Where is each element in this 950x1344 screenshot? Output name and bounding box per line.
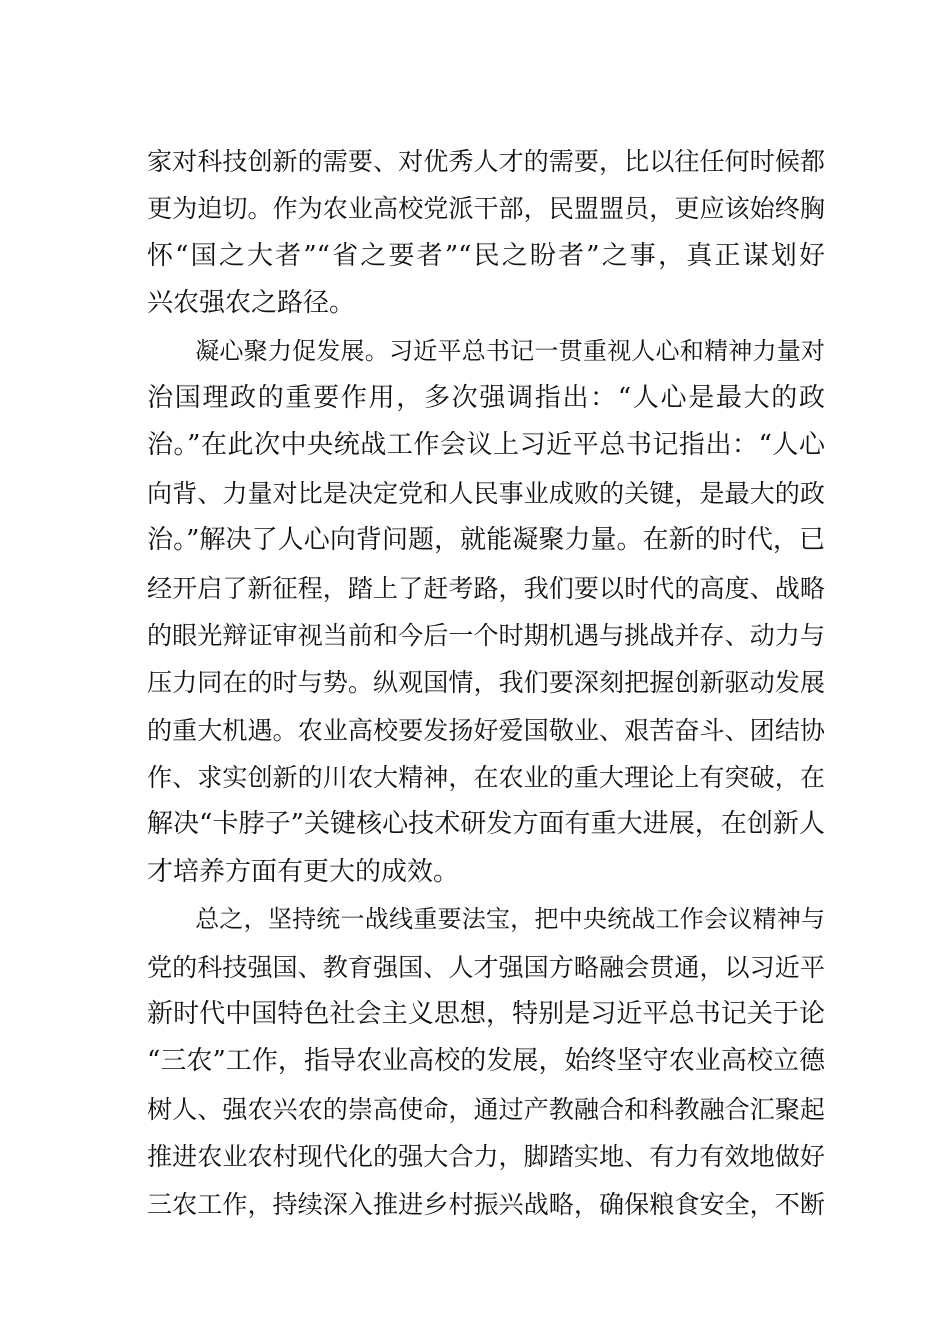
text-line: 压力同在的时与势。纵观国情，我们要深刻把握创新驱动发展 xyxy=(147,668,825,698)
text-line: 怀“国之大者”“省之要者”“民之盼者”之事，真正谋划好 xyxy=(147,240,825,271)
text-line: 经开启了新征程，踏上了赶考路，我们要以时代的高度、战略 xyxy=(147,573,825,603)
text-line: 的眼光辩证审视当前和今后一个时期机遇与挑战并存、动力与 xyxy=(147,620,825,650)
text-line: 治国理政的重要作用，多次强调指出：“人心是最大的政 xyxy=(147,382,825,413)
paragraph-first-line: 凝心聚力促发展。习近平总书记一贯重视人心和精神力量对 xyxy=(195,336,825,365)
document-body xyxy=(147,138,825,1228)
paragraph-first-line: 总之，坚持统一战线重要法宝，把中央统战工作会议精神与 xyxy=(195,905,825,934)
text-line: 党的科技强国、教育强国、人才强国方略融会贯通，以习近平 xyxy=(147,952,825,982)
text-line: 治。”解决了人心向背问题，就能凝聚力量。在新的时代，已 xyxy=(147,525,825,556)
text-line: 新时代中国特色社会主义思想，特别是习近平总书记关于论 xyxy=(147,999,825,1030)
text-line: 的重大机遇。农业高校要发扬好爱国敬业、艰苦奋斗、团结协 xyxy=(147,715,825,745)
text-line: 才培养方面有更大的成效。 xyxy=(147,856,460,887)
text-line: 推进农业农村现代化的强大合力，脚踏实地、有力有效地做好 xyxy=(147,1142,825,1172)
text-line: 治。”在此次中央统战工作会议上习近平总书记指出：“人心 xyxy=(147,430,825,461)
text-line: 树人、强农兴农的崇高使命，通过产教融合和科教融合汇聚起 xyxy=(147,1094,825,1124)
text-line: 向背、力量对比是决定党和人民事业成败的关键，是最大的政 xyxy=(147,478,825,508)
text-line: 更为迫切。作为农业高校党派干部，民盟盟员，更应该始终胸 xyxy=(147,194,825,224)
text-line: 家对科技创新的需要、对优秀人才的需要，比以往任何时候都 xyxy=(147,147,825,176)
text-line: 作、求实创新的川农大精神，在农业的重大理论上有突破，在 xyxy=(147,763,825,793)
text-line: 兴农强农之路径。 xyxy=(147,288,356,319)
text-line: 解决“卡脖子”关键核心技术研发方面有重大进展，在创新人 xyxy=(147,809,825,840)
text-line: “三农”工作，指导农业高校的发展，始终坚守农业高校立德 xyxy=(147,1046,825,1077)
text-line: 三农工作，持续深入推进乡村振兴战略，确保粮食安全，不断 xyxy=(147,1189,825,1219)
